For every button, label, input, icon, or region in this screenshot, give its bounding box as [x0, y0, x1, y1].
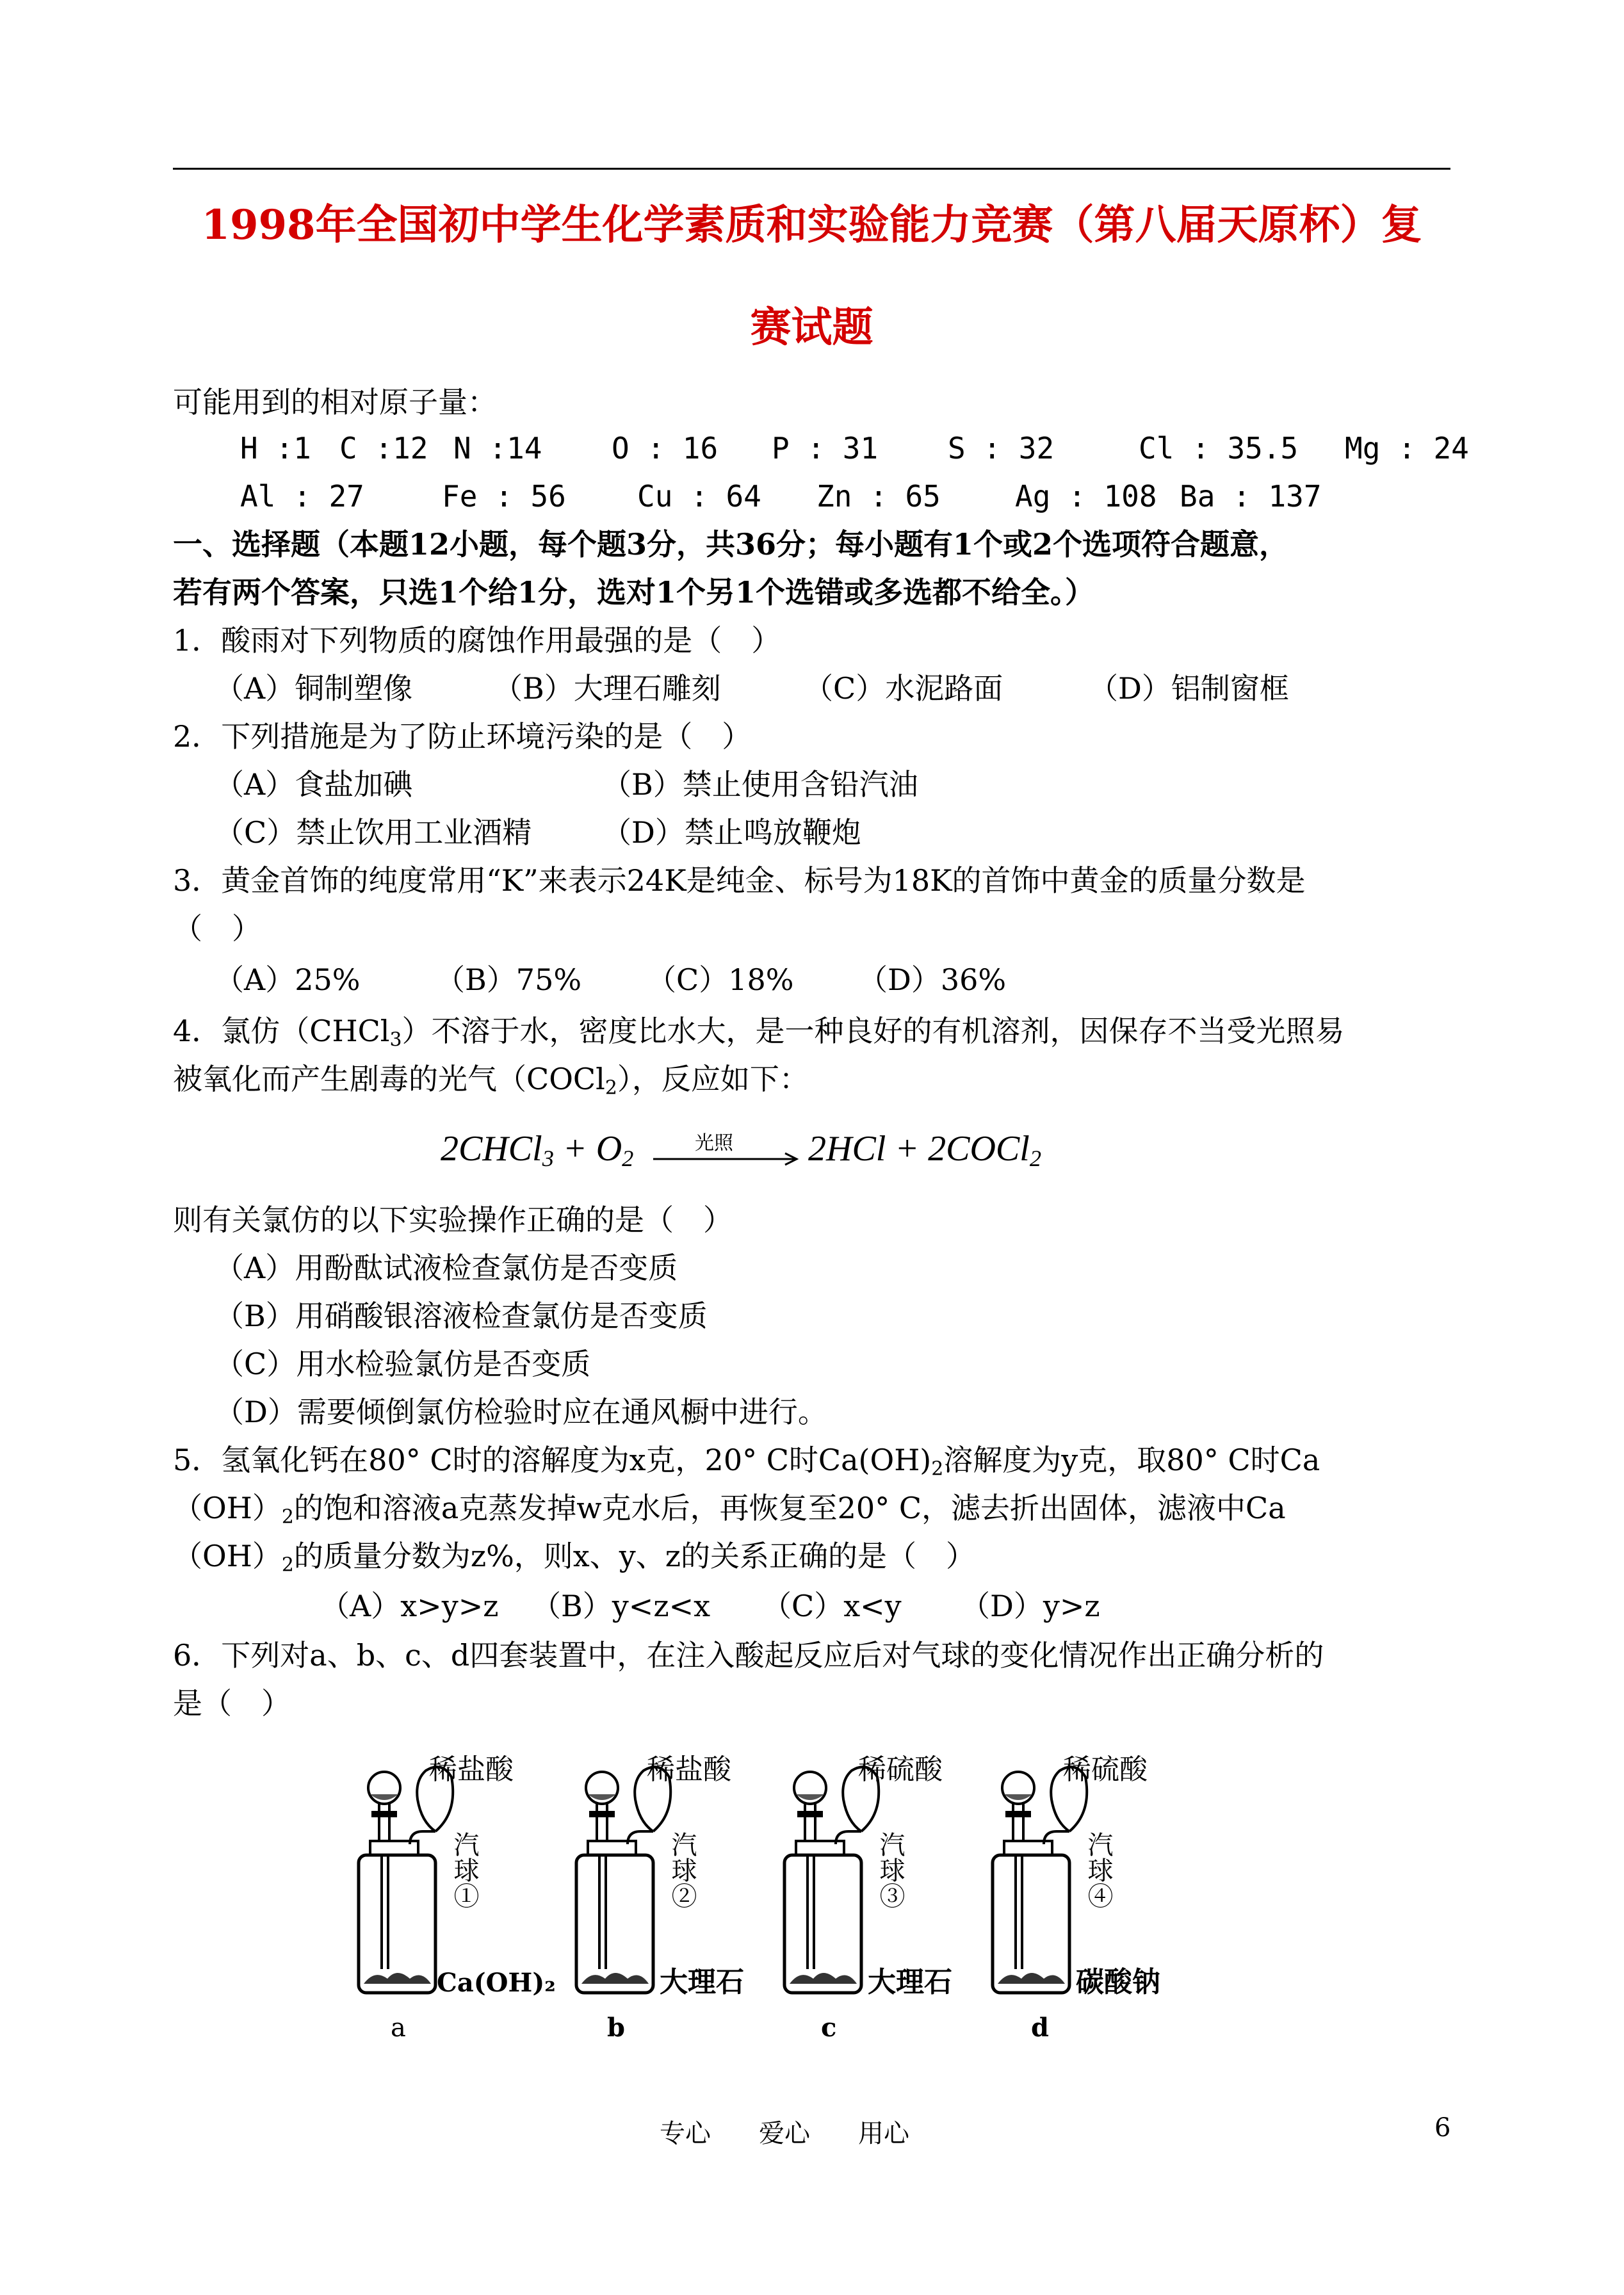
q5-option-c: （C）x<y: [762, 1589, 902, 1623]
q3-option-c: （C）18%: [647, 962, 794, 997]
q3-option-d: （D）36%: [858, 962, 1007, 997]
apparatus-a: [359, 1767, 453, 1993]
q3-option-a: （A）25%: [215, 962, 361, 997]
q4-stem2: 则有关氯仿的以下实验操作正确的是（ ）: [173, 1203, 733, 1237]
page-title-line1: 1998年全国初中学生化学素质和实验能力竞赛（第八届天原杯）复: [201, 201, 1422, 249]
atomic-mass-al: Al : 27: [240, 479, 364, 514]
q3-stem-line2: （ ）: [173, 911, 261, 946]
q5-stem-line2: $(OH)_2$的饱和溶液a克蒸发掉w克水后，再恢复至20° C，滤去折出固体，滤液中Ca: [173, 1491, 1286, 1529]
q6-stem-line1: 6．下列对a、b、c、d四套装置中，在注入酸起反应后对气球的变化情况作出正确分析的: [173, 1638, 1324, 1673]
q2-stem: 2．下列措施是为了防止环境污染的是（ ）: [173, 719, 752, 754]
q5-stem-line3: $(OH)_2$的质量分数为z%，则x、y、z的关系正确的是（ ）: [173, 1539, 975, 1577]
atomic-mass-cl: Cl : 35.5: [1139, 431, 1299, 466]
section-heading-line1: 一、选择题（本题12小题，每个题3分，共36分；每小题有1个或2个选项符合题意，: [173, 527, 1289, 562]
atomic-mass-c: C :12: [339, 431, 428, 466]
q5-stem-line1: 5．氢氧化钙在80° C时的溶解度为x克，20° C时$Ca(OH)_2$溶解度为y克，取80° C时Ca: [173, 1443, 1320, 1480]
header-rule: [173, 168, 1450, 170]
q2-option-c: （C）禁止饮用工业酒精: [215, 815, 532, 850]
atomic-mass-o: O : 16: [612, 431, 719, 466]
apparatus-d: [993, 1767, 1087, 1993]
reagent-label-d: 碳酸钠: [1076, 1966, 1160, 1999]
q4-option-d: （D）需要倾倒氯仿检验时应在通风橱中进行。: [215, 1395, 827, 1429]
equation-condition: 光照: [695, 1132, 733, 1155]
page-title-line2: 赛试题: [750, 304, 873, 352]
q5-option-b: （B）y<z<x: [532, 1589, 711, 1623]
q6-stem-line2: 是（ ）: [173, 1686, 291, 1721]
atomic-mass-fe: Fe : 56: [442, 479, 566, 514]
acid-label-a: 稀盐酸: [429, 1753, 514, 1786]
atomic-mass-n: N :14: [453, 431, 542, 466]
equation-reactants: 2CHCl$_3$ + $O_2$: [441, 1129, 634, 1172]
q5-option-a: （A）x>y>z: [320, 1589, 499, 1623]
q1-stem: 1．酸雨对下列物质的腐蚀作用最强的是（ ）: [173, 623, 781, 658]
apparatus-c: [784, 1767, 879, 1993]
reagent-label-b: 大理石: [660, 1966, 744, 1999]
balloon-label-a: 汽球①: [450, 1831, 479, 1908]
apparatus-letter-b: b: [607, 2013, 625, 2043]
footer-motto-3: 用心: [858, 2119, 909, 2148]
q1-option-b: （B）大理石雕刻: [493, 671, 721, 706]
acid-label-c: 稀硫酸: [858, 1753, 943, 1786]
apparatus-b: [576, 1767, 670, 1993]
acid-label-d: 稀硫酸: [1063, 1753, 1148, 1786]
q4-option-b: （B）用硝酸银溶液检查氯仿是否变质: [215, 1299, 708, 1333]
q4-option-a: （A）用酚酞试液检查氯仿是否变质: [215, 1251, 678, 1285]
q5-option-d: （D）y>z: [961, 1589, 1100, 1623]
footer-motto-1: 专心: [660, 2119, 711, 2148]
footer-motto-2: 爱心: [759, 2119, 810, 2148]
balloon-label-b: 汽球②: [667, 1831, 697, 1908]
atomic-mass-ba: Ba : 137: [1180, 479, 1322, 514]
apparatus-letter-a: a: [391, 2013, 406, 2043]
reagent-label-c: 大理石: [868, 1966, 952, 1999]
atomic-mass-p: P : 31: [772, 431, 879, 466]
q3-stem-line1: 3．黄金首饰的纯度常用“K”来表示24K是纯金、标号为18K的首饰中黄金的质量分数是: [173, 863, 1306, 898]
q3-option-b: （B）75%: [435, 962, 582, 997]
section-heading-line2: 若有两个答案，只选1个给1分，选对1个另1个选错或多选都不给全。）: [173, 575, 1095, 610]
balloon-label-d: 汽球④: [1084, 1831, 1113, 1908]
q1-option-a: （A）铜制塑像: [215, 671, 413, 706]
q4-stem-line1: 4．氯仿（CHCl$_3$）不溶于水，密度比水大，是一种良好的有机溶剂，因保存不当受光照易: [173, 1014, 1345, 1051]
q1-option-c: （C）水泥路面: [804, 671, 1003, 706]
q2-option-a: （A）食盐加碘: [215, 767, 413, 802]
atomic-mass-mg: Mg : 24: [1345, 431, 1469, 466]
page-number: 6: [1434, 2113, 1451, 2143]
atomic-mass-cu: Cu : 64: [637, 479, 761, 514]
atomic-mass-h: H :1: [240, 431, 311, 466]
acid-label-b: 稀盐酸: [647, 1753, 731, 1786]
equation-products: 2HCl + 2COCl$_2$: [808, 1129, 1042, 1172]
reaction-arrow-icon: [653, 1149, 800, 1169]
balloon-label-c: 汽球③: [875, 1831, 905, 1908]
atomic-mass-ag: Ag : 108: [1015, 479, 1157, 514]
atomic-mass-zn: Zn : 65: [816, 479, 941, 514]
q2-option-b: （B）禁止使用含铅汽油: [602, 767, 918, 802]
apparatus-figure: [346, 1742, 1255, 2056]
atomic-mass-s: S : 32: [948, 431, 1055, 466]
atomic-mass-intro: 可能用到的相对原子量：: [173, 385, 497, 419]
reagent-label-a: Ca(OH)₂: [437, 1968, 556, 1998]
q1-option-d: （D）铝制窗框: [1089, 671, 1289, 706]
apparatus-letter-d: d: [1031, 2013, 1049, 2043]
apparatus-letter-c: c: [821, 2013, 837, 2043]
q2-option-d: （D）禁止鸣放鞭炮: [602, 815, 861, 850]
q4-stem-line2: 被氧化而产生剧毒的光气（COCl$_2$），反应如下：: [173, 1062, 809, 1099]
q4-option-c: （C）用水检验氯仿是否变质: [215, 1347, 591, 1381]
